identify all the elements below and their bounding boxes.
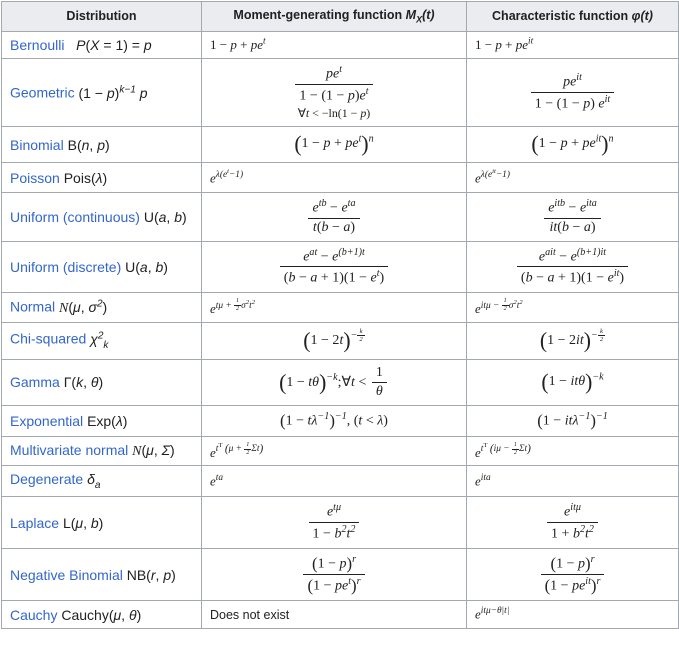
- mgf-binomial: $(1 - p + pe^t)^n$: [202, 127, 467, 163]
- link-exponential[interactable]: Exponential: [10, 412, 84, 429]
- table-row: [2, 163, 679, 192]
- table-row: [2, 359, 679, 405]
- bernoulli-params: P(X = 1) = p: [76, 36, 152, 53]
- header-distribution: [2, 2, 202, 32]
- exponential-params: Exp(λ): [87, 412, 128, 429]
- header-mgf-arg: (t): [422, 8, 435, 22]
- normal-params: N(μ, $\sigma^2$): [59, 298, 108, 316]
- table-row: [2, 241, 679, 293]
- link-negative-binomial[interactable]: Negative Binomial: [10, 566, 123, 583]
- distribution-name-negative-binomial: [2, 548, 202, 601]
- mgf-uniform-continuous: $\frac{e^{tb} - e^{ta}}{t(b - a)}$: [202, 192, 467, 241]
- table-row: [2, 58, 679, 127]
- distribution-name-geometric: [2, 58, 202, 127]
- mgf-cauchy: Does not exist: [202, 601, 467, 628]
- table-row: [2, 466, 679, 497]
- distribution-name-laplace: [2, 497, 202, 549]
- distributions-table: [1, 1, 679, 629]
- cf-chi-squared: $(1 - 2it)^{- \frac{k}{2}}$: [467, 322, 679, 359]
- distribution-name-poisson: [2, 163, 202, 192]
- cf-uniform-discrete: $\frac{e^{ait} - e^{(b+1)it}}{(b - a + 1)(1 - e^{it})}$: [467, 241, 679, 293]
- distribution-name-chi-squared: [2, 322, 202, 359]
- link-uniform-discrete[interactable]: Uniform (discrete): [10, 258, 122, 275]
- distribution-name-uniform-discrete: [2, 241, 202, 293]
- distribution-name-exponential: [2, 405, 202, 436]
- gamma-params: Γ(k, θ): [63, 374, 104, 391]
- chi-squared-params: $\chi^2_k$: [90, 330, 109, 351]
- link-poisson[interactable]: Poisson: [10, 169, 60, 186]
- mgf-bernoulli: $1 - p + pe^t$: [202, 31, 467, 58]
- header-cf-symbol: φ: [631, 9, 641, 24]
- mgf-exponential: $(1 - t\lambda^{-1})^{-1}$, (t < λ): [202, 405, 467, 436]
- distribution-name-multivariate-normal: [2, 436, 202, 466]
- link-chi-squared[interactable]: Chi-squared: [10, 331, 87, 348]
- table-row: [2, 192, 679, 241]
- link-uniform-continuous[interactable]: Uniform (continuous): [10, 208, 140, 225]
- link-geometric[interactable]: Geometric: [10, 84, 75, 101]
- header-mgf-symbol: M: [405, 8, 417, 22]
- mgf-normal: $e^{t\mu + \frac{1}{2} \sigma^2t^2}$: [202, 293, 467, 323]
- cf-degenerate: $e^{ita}$: [467, 466, 679, 497]
- mgf-laplace: $\frac{e^{t\mu}}{1 - b^2t^2}$: [202, 497, 467, 549]
- cf-poisson: $e^{\lambda(e^{it}-1)}$: [467, 163, 679, 192]
- cf-binomial: $(1 - p + pe^{it})^n$: [467, 127, 679, 163]
- table-row: [2, 548, 679, 601]
- link-gamma[interactable]: Gamma: [10, 374, 60, 391]
- negative-binomial-params: NB(r, p): [126, 566, 176, 583]
- link-normal[interactable]: Normal: [10, 298, 56, 315]
- link-degenerate[interactable]: Degenerate: [10, 471, 84, 488]
- header-mgf-label: Moment-generating function: [233, 8, 406, 22]
- link-bernoulli[interactable]: Bernoulli: [10, 36, 65, 53]
- header-mgf-subscript: X: [416, 14, 423, 25]
- cf-geometric: $\frac{pe^{it}}{1 - (1 - p) e^{it}}$: [467, 58, 679, 127]
- mgf-negative-binomial: $\frac{(1 - p)^r}{(1 - pe^t)^r}$: [202, 548, 467, 601]
- cf-negative-binomial: $\frac{(1 - p)^r}{(1 - pe^{it})^r}$: [467, 548, 679, 601]
- distribution-name-bernoulli: [2, 31, 202, 58]
- mgf-degenerate: $e^{ta}$: [202, 466, 467, 497]
- link-laplace[interactable]: Laplace: [10, 514, 60, 531]
- link-multivariate-normal[interactable]: Multivariate normal: [10, 442, 129, 459]
- table-row: [2, 322, 679, 359]
- header-cf-arg: (t): [640, 9, 653, 24]
- geometric-params: $(1 - p)^{k-1}$ p: [78, 84, 148, 101]
- mgf-poisson: $e^{\lambda(e^t-1)}$: [202, 163, 467, 192]
- link-binomial[interactable]: Binomial: [10, 136, 64, 153]
- table-row: [2, 31, 679, 58]
- table-row: [2, 293, 679, 323]
- degenerate-params: $\delta_a$: [87, 471, 101, 492]
- distribution-name-gamma: [2, 359, 202, 405]
- cf-normal: $e^{it\mu - \frac{1}{2} \sigma^2t^2}$: [467, 293, 679, 323]
- cf-cauchy: $e^{it\mu-\theta|t|}$: [467, 601, 679, 628]
- table-row: [2, 436, 679, 466]
- table-header-row: [2, 2, 679, 32]
- cf-multivariate-normal: $e^{t^T (i\mu - \frac{1}{2} \Sigma t)}$: [467, 436, 679, 466]
- link-cauchy[interactable]: Cauchy: [10, 606, 58, 623]
- table-row: [2, 127, 679, 163]
- cf-gamma: $(1 - it\theta)^{-k}$: [467, 359, 679, 405]
- table-row: [2, 601, 679, 628]
- header-distribution-label: Distribution: [66, 9, 137, 24]
- cauchy-params: Cauchy(μ, θ): [61, 606, 142, 623]
- laplace-params: L(μ, b): [62, 514, 104, 531]
- table-row: [2, 497, 679, 549]
- mgf-chi-squared: $(1 - 2t)^{- \frac{k}{2}}$: [202, 322, 467, 359]
- cf-uniform-continuous: $\frac{e^{itb} - e^{ita}}{it(b - a)}$: [467, 192, 679, 241]
- cf-bernoulli: $1 - p + pe^{it}$: [467, 31, 679, 58]
- uniform-continuous-params: U(a, b): [143, 208, 187, 225]
- cf-laplace: $\frac{e^{it\mu}}{1 + b^2t^2}$: [467, 497, 679, 549]
- mgf-multivariate-normal: $e^{t^T (\mu + \frac{1}{2} \Sigma t)}$: [202, 436, 467, 466]
- multivariate-normal-params: N(μ, Σ): [132, 442, 175, 460]
- header-cf: [467, 2, 679, 32]
- binomial-params: B(n, p): [67, 136, 110, 153]
- header-cf-label: Characteristic function: [492, 9, 632, 24]
- cf-exponential: $(1 - it\lambda^{-1})^{-1}$: [467, 405, 679, 436]
- table-row: [2, 405, 679, 436]
- distribution-name-normal: [2, 293, 202, 323]
- distribution-name-uniform-continuous: [2, 192, 202, 241]
- distribution-name-degenerate: [2, 466, 202, 497]
- poisson-params: Pois(λ): [63, 169, 108, 186]
- distribution-name-binomial: [2, 127, 202, 163]
- mgf-uniform-discrete: $\frac{e^{at} - e^{(b+1)t}}{(b - a + 1)(1 - e^t)}$: [202, 241, 467, 293]
- mgf-gamma: $(1 - t\theta)^{-k};\forall t$ < $\frac{1}{\theta}$: [202, 359, 467, 405]
- distribution-name-cauchy: [2, 601, 202, 628]
- header-mgf: [202, 2, 467, 32]
- mgf-geometric: $\frac{pe^t}{1 - (1 - p)e^t}$ ∀t < −ln(1 − p): [202, 58, 467, 127]
- uniform-discrete-params: U(a, b): [125, 258, 168, 275]
